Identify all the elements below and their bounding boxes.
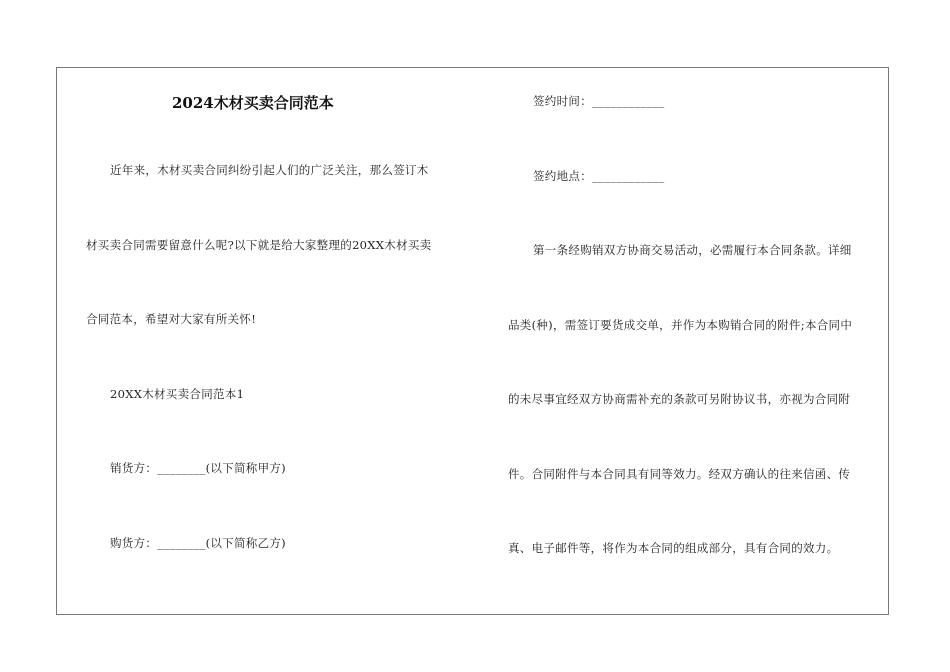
article-1-line-5: 真、电子邮件等，将作为本合同的组成部分，具有合同的效力。	[508, 541, 839, 555]
section-heading: 20XX木材买卖合同范本1	[110, 387, 245, 401]
article-1-line-2: 品类(种)，需签订要货成交单，并作为本购销合同的附件;本合同中	[508, 318, 853, 332]
article-1-line-3: 的未尽事宜经双方协商需补充的条款可另附协议书，亦视为合同附	[508, 392, 851, 406]
document-page-border	[56, 67, 889, 615]
document-title: 2024木材买卖合同范本	[172, 94, 334, 112]
seller-field: 销货方：________(以下简称甲方)	[110, 461, 286, 475]
signing-time-field: 签约时间：____________	[533, 94, 665, 108]
buyer-field: 购货方：________(以下简称乙方)	[110, 536, 286, 550]
article-1-line-1: 第一条经购销双方协商交易活动，必需履行本合同条款。详细	[533, 243, 852, 257]
signing-place-field: 签约地点：____________	[533, 169, 665, 183]
paragraph-line-intro-1: 近年来，木材买卖合同纠纷引起人们的广泛关注，那么签订木	[110, 163, 429, 177]
paragraph-line-intro-2: 材买卖合同需要留意什么呢?以下就是给大家整理的20XX木材买卖	[86, 238, 432, 252]
paragraph-line-intro-3: 合同范本，希望对大家有所关怀!	[86, 312, 257, 326]
article-1-line-4: 件。合同附件与本合同具有同等效力。经双方确认的往来信函、传	[508, 467, 851, 481]
